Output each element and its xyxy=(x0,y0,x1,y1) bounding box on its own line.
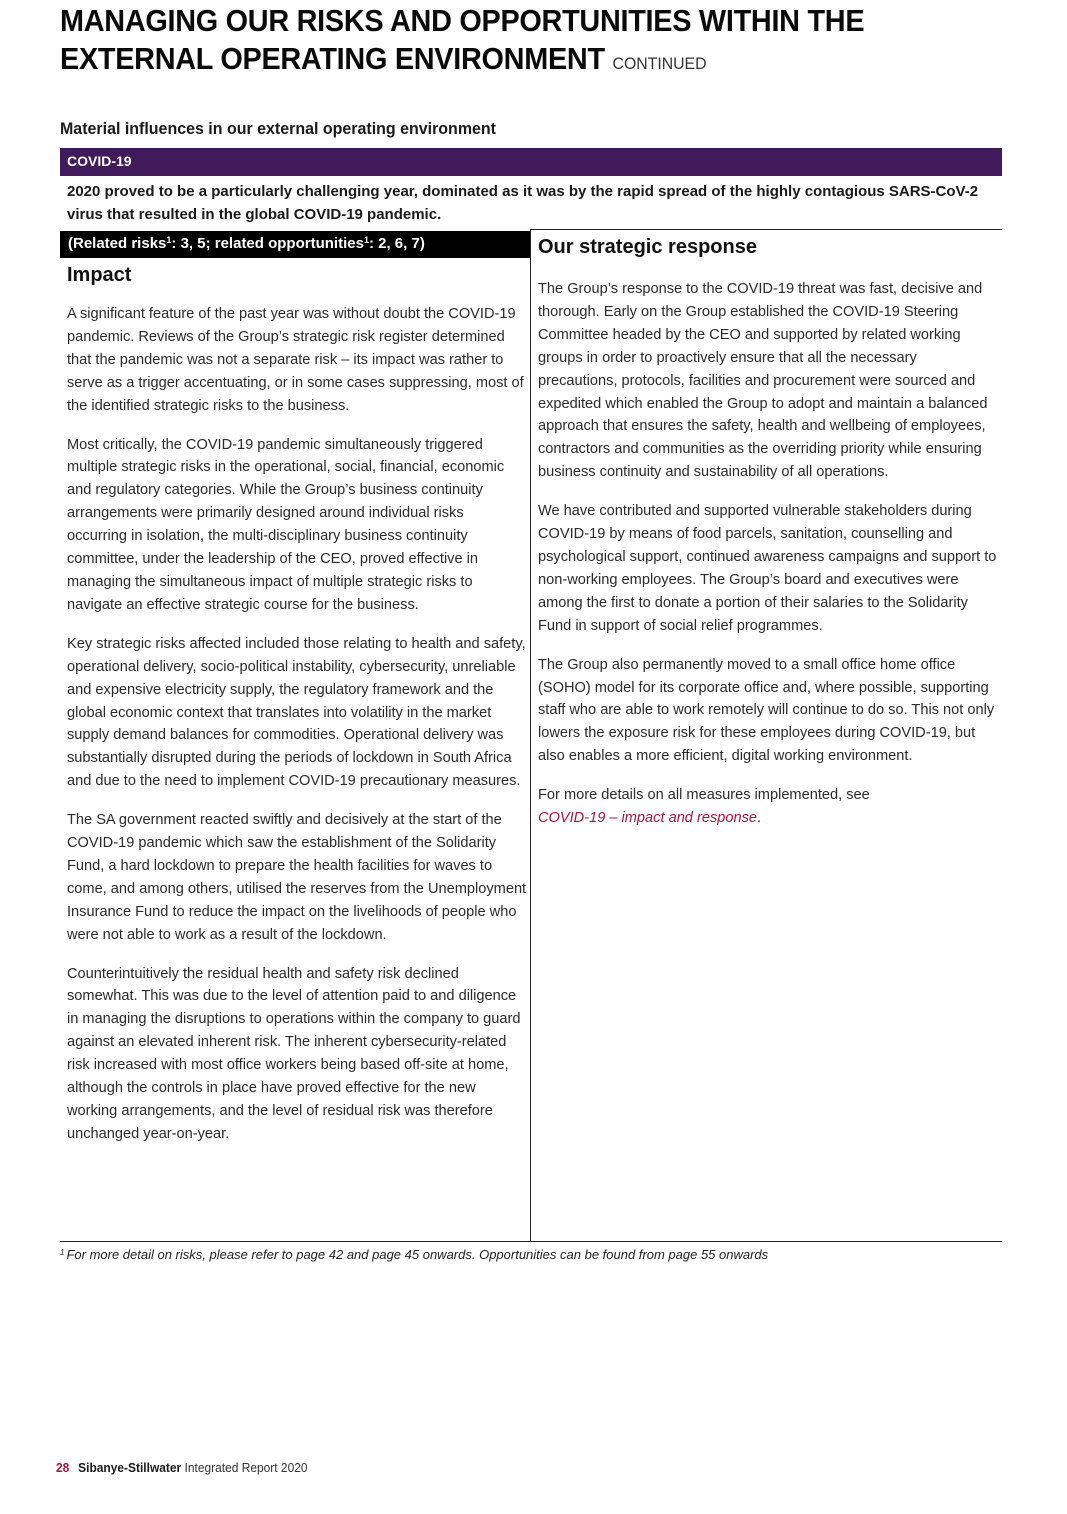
footnote-marker: 1 xyxy=(60,1248,65,1257)
impact-heading: Impact xyxy=(67,264,132,286)
continued-label: CONTINUED xyxy=(612,54,707,73)
brand-name: Sibanye-Stillwater xyxy=(78,1460,182,1475)
divider-line xyxy=(530,229,1002,230)
response-paragraph: The Group’s response to the COVID-19 threat was fast, decisive and thorough. Early on the Group established the COVID-19 Steering Committee headed by the CEO and supported by related working groups in order to proactively ensure that all the necessary precautions, protocols, facilities and procurement were sourced and expedited which enabled the Group to adopt and maintain a balanced approach that ensures the safety, health and wellbeing of employees, contractors and communities as the overriding priority while ensuring business continuity and sustainability of all operations. xyxy=(538,281,988,481)
footnote xyxy=(60,1247,768,1262)
more-details-paragraph xyxy=(538,784,998,830)
footnote-ref: 1 xyxy=(166,235,172,245)
related-opportunities-values: : 2, 6, 7) xyxy=(368,235,425,252)
topic-bar: COVID-19 xyxy=(60,148,1002,176)
impact-paragraph: The SA government reacted swiftly and decisively at the start of the COVID-19 pandemic which saw the establishment of the Solidarity Fund, a hard lockdown to prepare the health facilities for waves to come, and among others, utilised the reserves from the Unemployment Insurance Fund to reduce the impact on the livelihoods of people who were not able to work as a result of the lockdown. xyxy=(67,812,527,943)
page-number: 28 xyxy=(56,1460,70,1475)
response-paragraph: We have contributed and supported vulnerable stakeholders during COVID-19 by means of food parcels, sanitation, counselling and psychological support, continued awareness campaigns and support to non-working employees. The Group’s board and executives were among the first to donate a portion of their salaries to the Solidarity Fund in support of social relief programmes. xyxy=(538,503,997,634)
column-divider xyxy=(530,229,531,1241)
impact-paragraph: Key strategic risks affected included those relating to health and safety, operational delivery, socio-political instability, cybersecurity, unreliable and expensive electricity supply, the regulatory framework and the global economic context that translates into volatility in the market supply demand balances for commodities. Operational delivery was substantially disrupted during the periods of lockdown in South Africa and due to the need to implement COVID-19 precautionary measures. xyxy=(67,635,526,790)
strategic-response-column xyxy=(538,232,998,846)
page-title xyxy=(60,2,953,83)
impact-paragraph: Most critically, the COVID-19 pandemic simultaneously triggered multiple strategic risks in the operational, social, financial, economic and regulatory categories. While the Group’s business continuity arrangements were primarily designed around individual risks occurring in isolation, the multi-disciplinary business continuity committee, under the leadership of the CEO, proved effective in managing the simultaneous impact of multiple strategic risks to navigate an effective strategic course for the business. xyxy=(67,436,505,613)
related-risks-label: (Related risks xyxy=(68,235,167,252)
intro-text: 2020 proved to be a particularly challenging year, dominated as it was by the rapid spread of the highly contagious SARS-CoV-2 virus that resulted in the global COVID-19 pandemic. xyxy=(67,183,979,223)
related-risks-values: : 3, 5; related opportunities xyxy=(171,235,364,252)
related-risks-bar xyxy=(60,231,530,258)
period: . xyxy=(757,810,762,827)
page-title-line2: EXTERNAL OPERATING ENVIRONMENT xyxy=(60,41,605,76)
impact-paragraph: Counterintuitively the residual health and safety risk declined somewhat. This was due to the level of attention paid to and diligence in managing the disruptions to operations within the company to guard against an elevated inherent risk. The inherent cybersecurity-related risk increased with most office workers being based off-site at home, although the controls in place have proved effective for the new working arrangements, and the level of residual risk was therefore unchanged year-on-year. xyxy=(67,965,521,1142)
page-title-line1: MANAGING OUR RISKS AND OPPORTUNITIES WITHIN THE xyxy=(60,3,865,38)
table-bottom-line xyxy=(60,1241,1002,1242)
strategic-response-heading: Our strategic response xyxy=(538,236,757,258)
impact-column xyxy=(67,260,527,1162)
section-heading: Material influences in our external operating environment xyxy=(60,119,496,138)
impact-paragraph: A significant feature of the past year was without doubt the COVID-19 pandemic. Reviews of the Group’s strategic risk register determined that the pandemic was not a separate risk – its impact was rather to serve as a trigger accentuating, or in some cases suppressing, most of the identified strategic risks to the business. xyxy=(67,306,524,414)
report-name: Integrated Report 2020 xyxy=(184,1460,308,1475)
more-details-text: For more details on all measures implemented, see xyxy=(538,787,870,804)
response-paragraph: The Group also permanently moved to a small office home office (SOHO) model for its corporate office and, where possible, supporting staff who are able to work remotely will continue to do so. This not only lowers the exposure risk for these employees during COVID-19, but also enables a more efficient, digital working environment. xyxy=(538,656,995,765)
footnote-ref: 1 xyxy=(363,235,369,245)
footnote-text: For more detail on risks, please refer to page 42 and page 45 onwards. Opportunities can be found from page 55 onwards xyxy=(66,1247,769,1262)
covid-impact-response-link[interactable]: COVID-19 – impact and response xyxy=(538,810,758,827)
page-footer xyxy=(56,1460,308,1475)
